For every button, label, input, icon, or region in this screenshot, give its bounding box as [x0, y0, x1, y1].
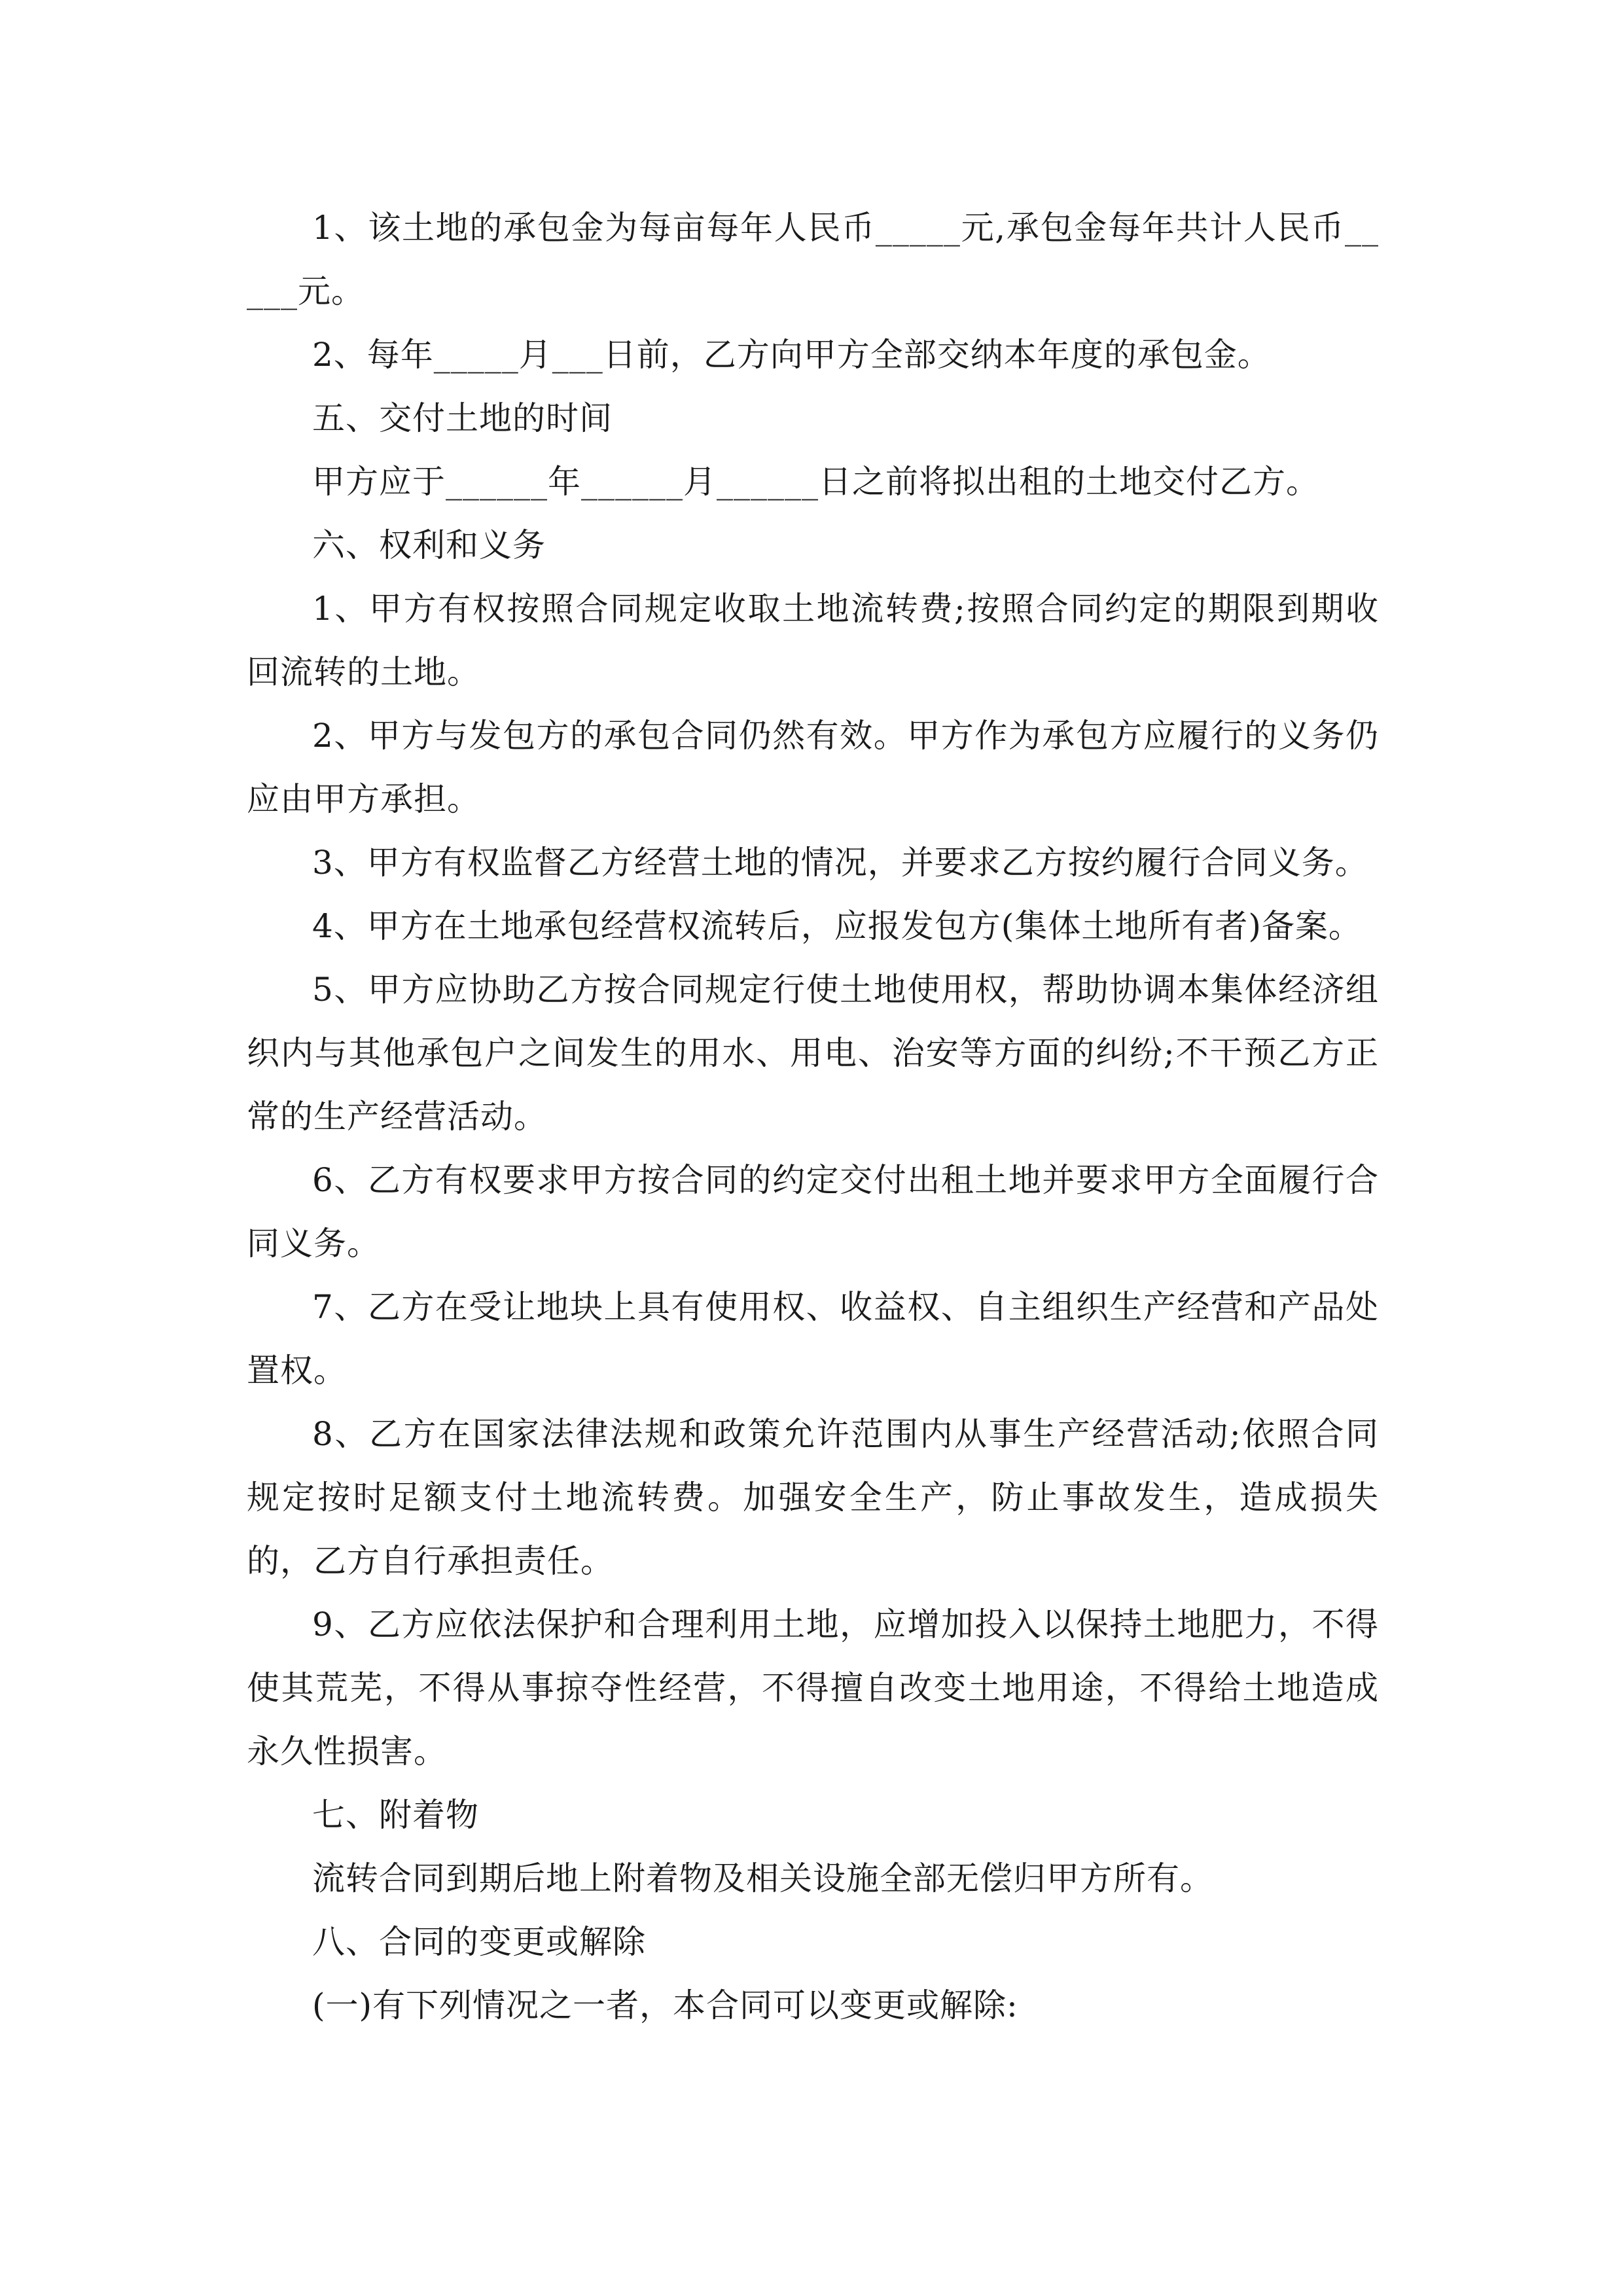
attachments-clause: 流转合同到期后地上附着物及相关设施全部无偿归甲方所有。 — [312, 1859, 1213, 1897]
rights-clause-6: 6、乙方有权要求甲方按合同的约定交付出租土地并要求甲方全面履行合同义务。 — [247, 1161, 1379, 1263]
section-heading-delivery-time: 五、交付土地的时间 — [312, 399, 613, 437]
rights-clause-3: 3、甲方有权监督乙方经营土地的情况，并要求乙方按约履行合同义务。 — [312, 844, 1368, 882]
document-body — [247, 196, 1379, 2037]
rights-clause-2: 2、甲方与发包方的承包合同仍然有效。甲方作为承包方应履行的义务仍应由甲方承担。 — [247, 717, 1379, 818]
rights-clause-9: 9、乙方应依法保护和合理利用土地，应增加投入以保持土地肥力，不得使其荒芜，不得从事掠夺性经营，不得擅自改变土地用途，不得给土地造成永久性损害。 — [247, 1605, 1379, 1770]
rent-amount-clause: 1、该土地的承包金为每亩每年人民币_____元,承包金每年共计人民币_____元。 — [247, 209, 1379, 310]
rights-clause-4: 4、甲方在土地承包经营权流转后，应报发包方(集体土地所有者)备案。 — [312, 907, 1362, 945]
rights-clause-7: 7、乙方在受让地块上具有使用权、收益权、自主组织生产经营和产品处置权。 — [247, 1288, 1379, 1390]
change-termination-clause-1: (一)有下列情况之一者，本合同可以变更或解除: — [312, 1986, 1018, 2024]
section-heading-change-termination: 八、合同的变更或解除 — [312, 1923, 646, 1961]
payment-date-clause: 2、每年_____月___日前，乙方向甲方全部交纳本年度的承包金。 — [312, 336, 1271, 374]
rights-clause-1: 1、甲方有权按照合同规定收取土地流转费;按照合同约定的期限到期收回流转的土地。 — [247, 590, 1379, 691]
section-heading-rights-obligations: 六、权利和义务 — [312, 526, 546, 564]
rights-clause-5: 5、甲方应协助乙方按合同规定行使土地使用权，帮助协调本集体经济组织内与其他承包户之间发生的用水、用电、治安等方面的纠纷;不干预乙方正常的生产经营活动。 — [247, 971, 1379, 1136]
delivery-date-clause: 甲方应于______年______月______日之前将拟出租的土地交付乙方。 — [312, 463, 1319, 501]
section-heading-attachments: 七、附着物 — [312, 1796, 479, 1834]
rights-clause-8: 8、乙方在国家法律法规和政策允许范围内从事生产经营活动;依照合同规定按时足额支付土地流转费。加强安全生产，防止事故发生，造成损失的，乙方自行承担责任。 — [247, 1415, 1379, 1580]
